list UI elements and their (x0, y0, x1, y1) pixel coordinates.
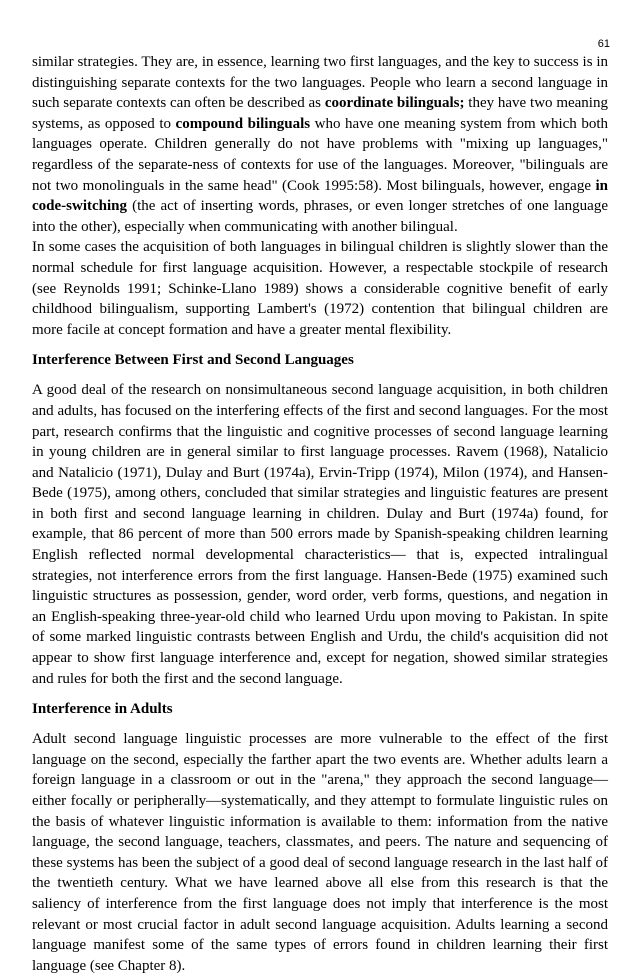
body-paragraph (32, 52, 608, 237)
section-heading: Interference Between First and Second Languages (32, 352, 354, 369)
bold-term: coordinate bilinguals; (324, 95, 465, 112)
paragraph-text: (the act of inserting words, phrases, or even longer stretches of one language into the other), especially when communicating with another bilingual. (32, 198, 608, 235)
bold-term: in code-switching (32, 177, 608, 215)
bold-term: compound bilinguals (175, 115, 311, 132)
paragraph-text: Adult second language linguistic processes are more vulnerable to the effect of the first language on the second, especially the farther apart the two events are. Whether adults learn a foreign language in a classroom or out in the "arena," they approach the second language—either focally or peripherally—systematically, and they attempt to formulate linguistic rules on the basis of whatever linguistic information is available to them: information from the native language, the second language, teachers, classmates, and peers. The nature and sequencing of these systems has been the subject of a good deal of second language research in the last half of the twentieth century. What we have learned above all else from this research is that the saliency of interference from the first language does not imply that interference is the most relevant or most crucial factor in adult second language acquisition. Adults learning a second language manifest some of the same types of errors found in children learning their first language (see Chapter 8). (32, 731, 608, 974)
paragraph-text: In some cases the acquisition of both languages in bilingual children is slightly slower than the normal schedule for first language acquisition. However, a respectable stockpile of research (see Reynolds 1991; Schinke-Llano 1989) shows a considerable cognitive benefit of early childhood bilingualism, supporting Lambert's (1972) contention that bilingual children are more facile at concept formation and have a greater mental flexibility. (32, 239, 608, 338)
page-number: 61 (597, 38, 610, 50)
paragraph-text: who have one meaning system from which both languages operate. Children generally do not have problems with "mixing up languages," regardless of the separate-ness of contexts for use of the languages. Moreover, "bilinguals are not two monolinguals in the same head" (Cook 1995:58). Most bilinguals, however, engage (32, 115, 608, 194)
paragraph-text: A good deal of the research on nonsimultaneous second language acquisition, in both children and adults, has focused on the interfering effects of the first and second languages. For the most part, research confirms that the linguistic and cognitive processes of second language learning in young children are in general similar to first language processes. Ravem (1968), Natalicio and Natalicio (1971), Dulay and Burt (1974a), Ervin-Tripp (1974), Milon (1974), and Hansen-Bede (1975), among others, concluded that similar strategies and linguistic features are present in both first and second language learning in children. Dulay and Burt (1974a) found, for example, that 86 percent of more than 500 errors made by Spanish-speaking children learning English reflected normal developmental characteristics— that is, expected intralingual strategies, not interference errors from the first language. Hansen-Bede (1975) examined such linguistic structures as possession, gender, word order, verb forms, questions, and negation in an English-speaking three-year-old child who learned Urdu upon moving to Pakistan. In spite of some marked linguistic contrasts between English and Urdu, the child's acquisition did not appear to show first language interference and, except for negation, showed similar strategies and rules for both the first and the second language. (32, 382, 608, 687)
paragraph-text: they have two meaning systems, as opposed to (32, 95, 608, 132)
body-paragraph (32, 380, 608, 689)
section-heading: Interference in Adults (32, 701, 173, 718)
page-body (32, 52, 608, 976)
paragraph-text: similar strategies. They are, in essence, learning two first languages, and the key to success is in distinguishing separate contexts for the two languages. People who learn a second language in such separate contexts can often be described as (32, 54, 608, 112)
body-paragraph (32, 729, 608, 976)
body-paragraph (32, 237, 608, 340)
